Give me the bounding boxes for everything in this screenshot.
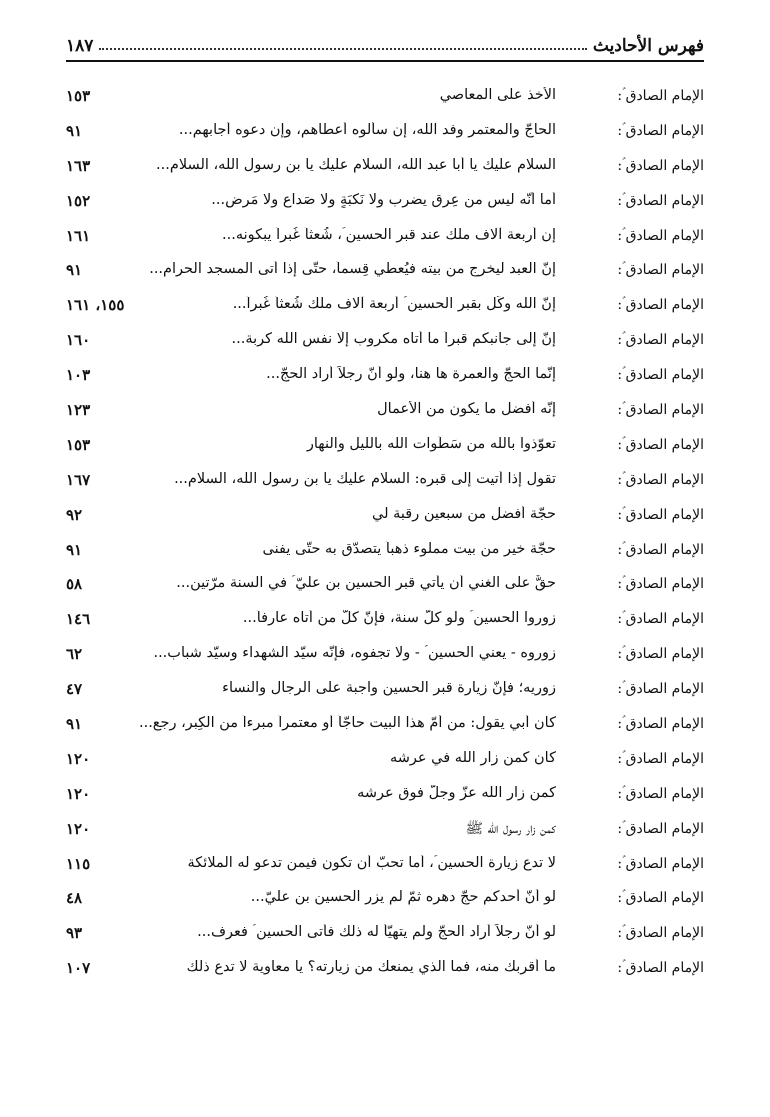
entry-page-numbers: ١٥٥، ١٦١ — [66, 296, 125, 315]
index-entry — [66, 154, 704, 189]
entry-hadith-text: زوروا الحسين ؑ ولو كلّ سنة، فإنّ كلّ من أتاه عارفاً... — [242, 610, 556, 627]
entry-page-numbers: ١٢٣ — [66, 401, 91, 420]
entry-page-numbers: ١٥٣ — [66, 87, 91, 105]
entry-narrator: الإمام الصادق ؑ: — [617, 88, 704, 104]
index-entry — [66, 538, 704, 573]
entry-narrator: الإمام الصادق ؑ: — [617, 332, 704, 349]
entry-narrator: الإمام الصادق ؑ: — [617, 402, 704, 419]
entry-hadith-text: كان أبي يقول: من أمّ هذا البيت حاجّاً أو معتمراً مبرءاً من الكِبر، رجع... — [138, 715, 556, 732]
index-entry — [66, 468, 704, 503]
entry-narrator: الإمام الصادق ؑ: — [617, 646, 704, 663]
entry-hadith-text: إن أربعة آلاف ملك عند قبر الحسين ؑ، شُعثاً غُبراً يبكونه... — [222, 226, 556, 243]
entry-hadith-text: تعوّذوا بالله من سَطَوات الله بالليل والنهار — [306, 435, 556, 452]
entry-page-numbers: ٩١ — [66, 540, 83, 559]
index-entry — [66, 293, 704, 328]
entry-narrator: الإمام الصادق ؑ: — [617, 750, 704, 767]
entry-hadith-text: لو أنّ رجلاً أراد الحجّ ولم يتهيّأ له ذلك فأتى الحسين ؑ فعرف... — [197, 924, 556, 941]
page-number: ١٨٧ — [66, 36, 94, 56]
entry-hadith-text: ما أقربك منه، فما الذي يمنعك من زيارته؟ يا معاوية لا تدع ذلك — [186, 959, 556, 976]
entry-narrator: الإمام الصادق ؑ: — [617, 122, 704, 139]
entry-page-numbers: ١٥٣ — [66, 435, 91, 454]
entry-hadith-text: إنّما الحجّ والعمرة ها هنا، ولو أنّ رجلاً أراد الحجّ... — [266, 366, 556, 383]
index-entry — [66, 224, 704, 259]
entry-page-numbers: ٩١ — [66, 261, 83, 280]
index-entry — [66, 433, 704, 468]
index-entry — [66, 363, 704, 398]
entry-page-numbers: ١٥٢ — [66, 191, 91, 210]
entry-narrator: الإمام الصادق ؑ: — [617, 890, 704, 907]
entry-page-numbers: ٤٧ — [66, 680, 83, 699]
entry-hadith-text: إنّ الله وكّل بقبر الحسين ؑ أربعة آلاف ملك شُعثاً غُبراً... — [232, 296, 556, 313]
entry-narrator: الإمام الصادق ؑ: — [617, 506, 704, 523]
entry-hadith-text: أما أنّه ليس من عِرقٍ يضرب ولا نَكبَةٍ ولا صَداع ولا مَرضٍ... — [211, 191, 556, 208]
entry-hadith-text: حجّة أفضل من سبعين رقبة لي — [372, 505, 556, 522]
entry-narrator: الإمام الصادق ؑ: — [617, 192, 704, 209]
entry-page-numbers: ١٦٧ — [66, 470, 91, 489]
entry-hadith-text: لا تدع زيارة الحسين ؑ، أما تحبّ أن تكون فيمن تدعو له الملائكة — [187, 854, 556, 871]
entry-page-numbers: ٩١ — [66, 121, 83, 140]
entry-narrator: الإمام الصادق ؑ: — [617, 716, 704, 733]
index-entry — [66, 852, 704, 887]
entry-narrator: الإمام الصادق ؑ: — [617, 262, 704, 279]
entry-hadith-text: السلام عليك يا أبا عبد الله، السلام عليك يا بن رسول الله، السلام... — [156, 156, 556, 173]
page-header — [66, 28, 704, 62]
index-entry — [66, 503, 704, 538]
entry-narrator: الإمام الصادق ؑ: — [617, 367, 704, 384]
entry-page-numbers: ١٦٠ — [66, 331, 91, 350]
index-entry — [66, 119, 704, 154]
entry-hadith-text: كمن زار رسول الله ﷺ — [465, 820, 556, 837]
entry-narrator: الإمام الصادق ؑ: — [617, 820, 704, 837]
entry-page-numbers: ١٦١ — [66, 226, 91, 245]
entry-narrator: الإمام الصادق ؑ: — [617, 681, 704, 698]
index-entry — [66, 607, 704, 642]
entry-hadith-text: حقٌّ على الغني أن يأتي قبر الحسين بن عليّ ؑ في السنة مرّتين... — [176, 575, 556, 592]
entry-page-numbers: ٩٣ — [66, 924, 83, 943]
entry-page-numbers: ١٠٧ — [66, 959, 91, 978]
index-entry — [66, 782, 704, 817]
index-entry — [66, 328, 704, 363]
entry-hadith-text: تقول إذا أتيت إلى قبره: السلام عليك يا بن رسول الله، السلام... — [174, 470, 556, 487]
index-entry — [66, 642, 704, 677]
entry-page-numbers: ٦٢ — [66, 645, 83, 664]
index-entry — [66, 817, 704, 852]
index-entry — [66, 189, 704, 224]
entry-narrator: الإمام الصادق ؑ: — [617, 297, 704, 314]
entry-page-numbers: ٥٨ — [66, 575, 83, 594]
hadith-index-list — [66, 84, 704, 991]
entry-hadith-text: الأخذ على المعاصي — [439, 87, 556, 103]
entry-narrator: الإمام الصادق ؑ: — [617, 157, 704, 174]
entry-hadith-text: إنّ العبد ليخرج من بيته فيُعطي قِسماً، حتّى إذا أتى المسجد الحرام... — [149, 261, 556, 278]
entry-narrator: الإمام الصادق ؑ: — [617, 960, 704, 977]
entry-page-numbers: ١٢٠ — [66, 784, 91, 803]
entry-narrator: الإمام الصادق ؑ: — [617, 611, 704, 628]
entry-narrator: الإمام الصادق ؑ: — [617, 541, 704, 558]
entry-page-numbers: ١٤٦ — [66, 610, 91, 629]
index-entry — [66, 747, 704, 782]
entry-hadith-text: كان كمن زار الله في عرشه — [390, 749, 556, 766]
entry-page-numbers: ١٢٠ — [66, 819, 91, 838]
entry-hadith-text: لو أنّ أحدكم حجّ دهره ثمّ لم يزر الحسين بن عليّ... — [250, 889, 556, 906]
index-entry — [66, 398, 704, 433]
entry-hadith-text: زوريه؛ فإنّ زيارة قبر الحسين واجبة على الرجال والنساء — [222, 680, 556, 697]
entry-page-numbers: ١٠٣ — [66, 366, 91, 385]
entry-narrator: الإمام الصادق ؑ: — [617, 855, 704, 872]
entry-page-numbers: ١٦٣ — [66, 156, 91, 175]
entry-page-numbers: ٩٢ — [66, 505, 83, 524]
entry-hadith-text: إنّه أفضل ما يكون من الأعمال — [377, 401, 556, 418]
entry-hadith-text: حجّة خير من بيت مملوء ذهباً يتصدّق به حتّى يفنى — [262, 540, 556, 557]
index-entry — [66, 921, 704, 956]
entry-narrator: الإمام الصادق ؑ: — [617, 227, 704, 244]
header-leader-dots — [99, 48, 586, 50]
index-entry — [66, 956, 704, 991]
entry-narrator: الإمام الصادق ؑ: — [617, 576, 704, 593]
running-title: فهرس الأحاديث — [592, 36, 704, 56]
index-entry — [66, 886, 704, 921]
entry-narrator: الإمام الصادق ؑ: — [617, 785, 704, 802]
entry-hadith-text: زوروه - يعني الحسين ؑ - ولا تجفوه، فإنّه سيّد الشهداء وسيّد شباب... — [153, 645, 556, 662]
entry-page-numbers: ١٢٠ — [66, 749, 91, 768]
entry-page-numbers: ٩١ — [66, 715, 83, 734]
index-entry — [66, 712, 704, 747]
index-entry — [66, 258, 704, 293]
entry-page-numbers: ١١٥ — [66, 854, 91, 873]
index-entry — [66, 84, 704, 119]
entry-hadith-text: كمن زار الله عزّ وجلّ فوق عرشه — [357, 784, 556, 801]
index-entry — [66, 677, 704, 712]
entry-narrator: الإمام الصادق ؑ: — [617, 436, 704, 453]
entry-hadith-text: إنّ إلى جانبكم قبراً ما أتاه مكروب إلّا نفس الله كربة... — [231, 331, 556, 348]
entry-narrator: الإمام الصادق ؑ: — [617, 471, 704, 488]
entry-hadith-text: الحاجّ والمعتمر وفد الله، إن سألوه أعطاهم، وإن دعوه أجابهم... — [178, 121, 556, 138]
entry-narrator: الإمام الصادق ؑ: — [617, 925, 704, 942]
index-entry — [66, 572, 704, 607]
entry-page-numbers: ٤٨ — [66, 889, 83, 908]
